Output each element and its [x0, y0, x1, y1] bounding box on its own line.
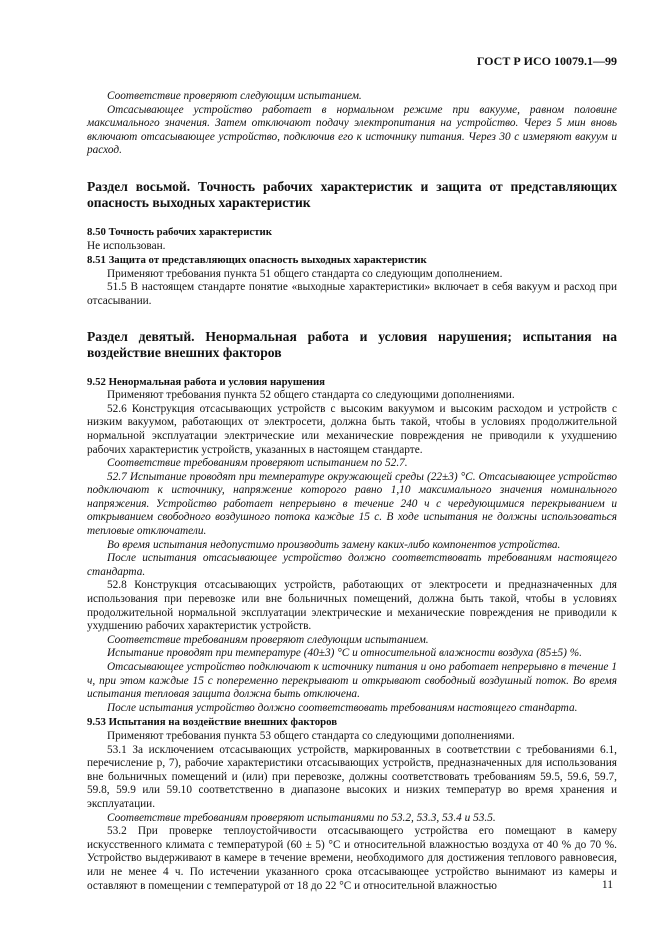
paragraph: Применяют требования пункта 51 общего стандарта со следующим дополнением.	[107, 267, 503, 280]
subsection-title: 8.50 Точность рабочих характеристик	[87, 225, 272, 238]
paragraph: После испытания отсасывающее устройство должно соответствовать требованиям настоящего стандарта.	[87, 552, 617, 578]
page-content	[87, 90, 617, 893]
paragraph: 53.1 За исключением отсасывающих устройств, маркированных в соответствии с требованиями 6.1, перечисление р, 7), рабочие характеристики отсасывающих устройств, предназначенных для использования вне больничных помещений и (или) при перевозке, должны соответствовать требованиям 59.5, 59.6, 59.7, 59.8, 59.9 или 59.10 соответственно в диапазоне высоких и низких температур во время хранения и эксплуатации.	[87, 743, 617, 810]
paragraph: 52.6 Конструкция отсасывающих устройств с высоким вакуумом и высоким расходом и устройств с низким вакуумом, работающих от электросети, должна быть такой, чтобы в условиях продолжительной нормальной эксплуатации электрические или механические повреждения не приводили к ухудшению рабочих характеристик устройств, указанных в настоящем стандарте.	[87, 402, 617, 456]
paragraph: Соответствие требованиям проверяют испытанием по 52.7.	[107, 457, 408, 470]
paragraph: 52.7 Испытание проводят при температуре окружающей среды (22±3) °С. Отсасывающее устройство подключают к источнику, напряжение которого равно 1,10 максимального значения номинального напряжения. Устройство работает непрерывно в течение 240 ч с чередующимися перекрыванием и открыванием свободного воздушного потока каждые 15 с. В ходе испытания не должны использоваться тепловые отключатели.	[87, 470, 617, 538]
page-number: 11	[601, 879, 613, 891]
paragraph: Отсасывающее устройство подключают к источнику питания и оно работает непрерывно в течение 1 ч, при этом каждые 15 с попеременно перекрывают и открывают свободный воздушный поток. Во время испытания тепловая защита должна быть отключена.	[87, 661, 617, 701]
section-nine-title: Раздел девятый. Ненормальная работа и условия нарушения; испытания на воздействие внешних факторов	[87, 328, 617, 361]
standard-header: ГОСТ Р ИСО 10079.1—99	[476, 54, 617, 68]
paragraph: 53.2 При проверке теплоустойчивости отсасывающего устройства его помещают в камеру искусственного климата с температурой (60 ± 5) °С и относительной влажностью воздуха от 40 % до 70 %. Устройство выдерживают в камере в течение времени, необходимого для достижения теплового равновесия, или не менее 4 ч. По истечении указанного срока отсасывающее устройство вынимают из камеры и оставляют в помещении с температурой от 18 до 22 °С и относительной влажностью	[87, 825, 617, 892]
paragraph: Соответствие требованиям проверяют испытаниями по 53.2, 53.3, 53.4 и 53.5.	[107, 811, 496, 824]
paragraph: Соответствие требованиям проверяют следующим испытанием.	[107, 633, 429, 646]
paragraph: 52.8 Конструкция отсасывающих устройств, работающих от электросети и предназначенных для использования при перевозке или вне больничных помещений, должна быть такой, чтобы в условиях продолжительной нормальной эксплуатации электрические и механические повреждения не приводили к ухудшению рабочих характеристик устройств.	[87, 579, 617, 633]
section-eight-title: Раздел восьмой. Точность рабочих характеристик и защита от представляющих опасность выходных характеристик	[87, 178, 617, 211]
paragraph: Соответствие проверяют следующим испытанием.	[107, 90, 362, 102]
paragraph: Не использован.	[87, 239, 166, 252]
paragraph: Применяют требования пункта 52 общего стандарта со следующими дополнениями.	[107, 389, 515, 402]
paragraph: Во время испытания недопустимо производить замену каких-либо компонентов устройства.	[107, 538, 561, 551]
paragraph: Испытание проводят при температуре (40±3) °С и относительной влажности воздуха (85±5) %.	[107, 647, 582, 660]
subsection-title: 8.51 Защита от представляющих опасность выходных характеристик	[87, 254, 427, 267]
paragraph: 51.5 В настоящем стандарте понятие «выходные характеристики» включает в себя вакуум и расход при отсасывании.	[87, 281, 617, 307]
subsection-title: 9.52 Ненормальная работа и условия нарушения	[87, 375, 326, 388]
paragraph: Отсасывающее устройство работает в нормальном режиме при вакууме, равном половине максимального значения. Затем отключают подачу электропитания на устройство. Через 5 мин вновь включают отсасывающее устройство, подключив его к источнику питания. Через 30 с измеряют вакуум и расход.	[87, 103, 617, 157]
paragraph: После испытания устройство должно соответствовать требованиям настоящего стандарта.	[107, 701, 578, 714]
paragraph: Применяют требования пункта 53 общего стандарта со следующими дополнениями.	[107, 729, 515, 742]
subsection-title: 9.53 Испытания на воздействие внешних факторов	[87, 716, 338, 729]
